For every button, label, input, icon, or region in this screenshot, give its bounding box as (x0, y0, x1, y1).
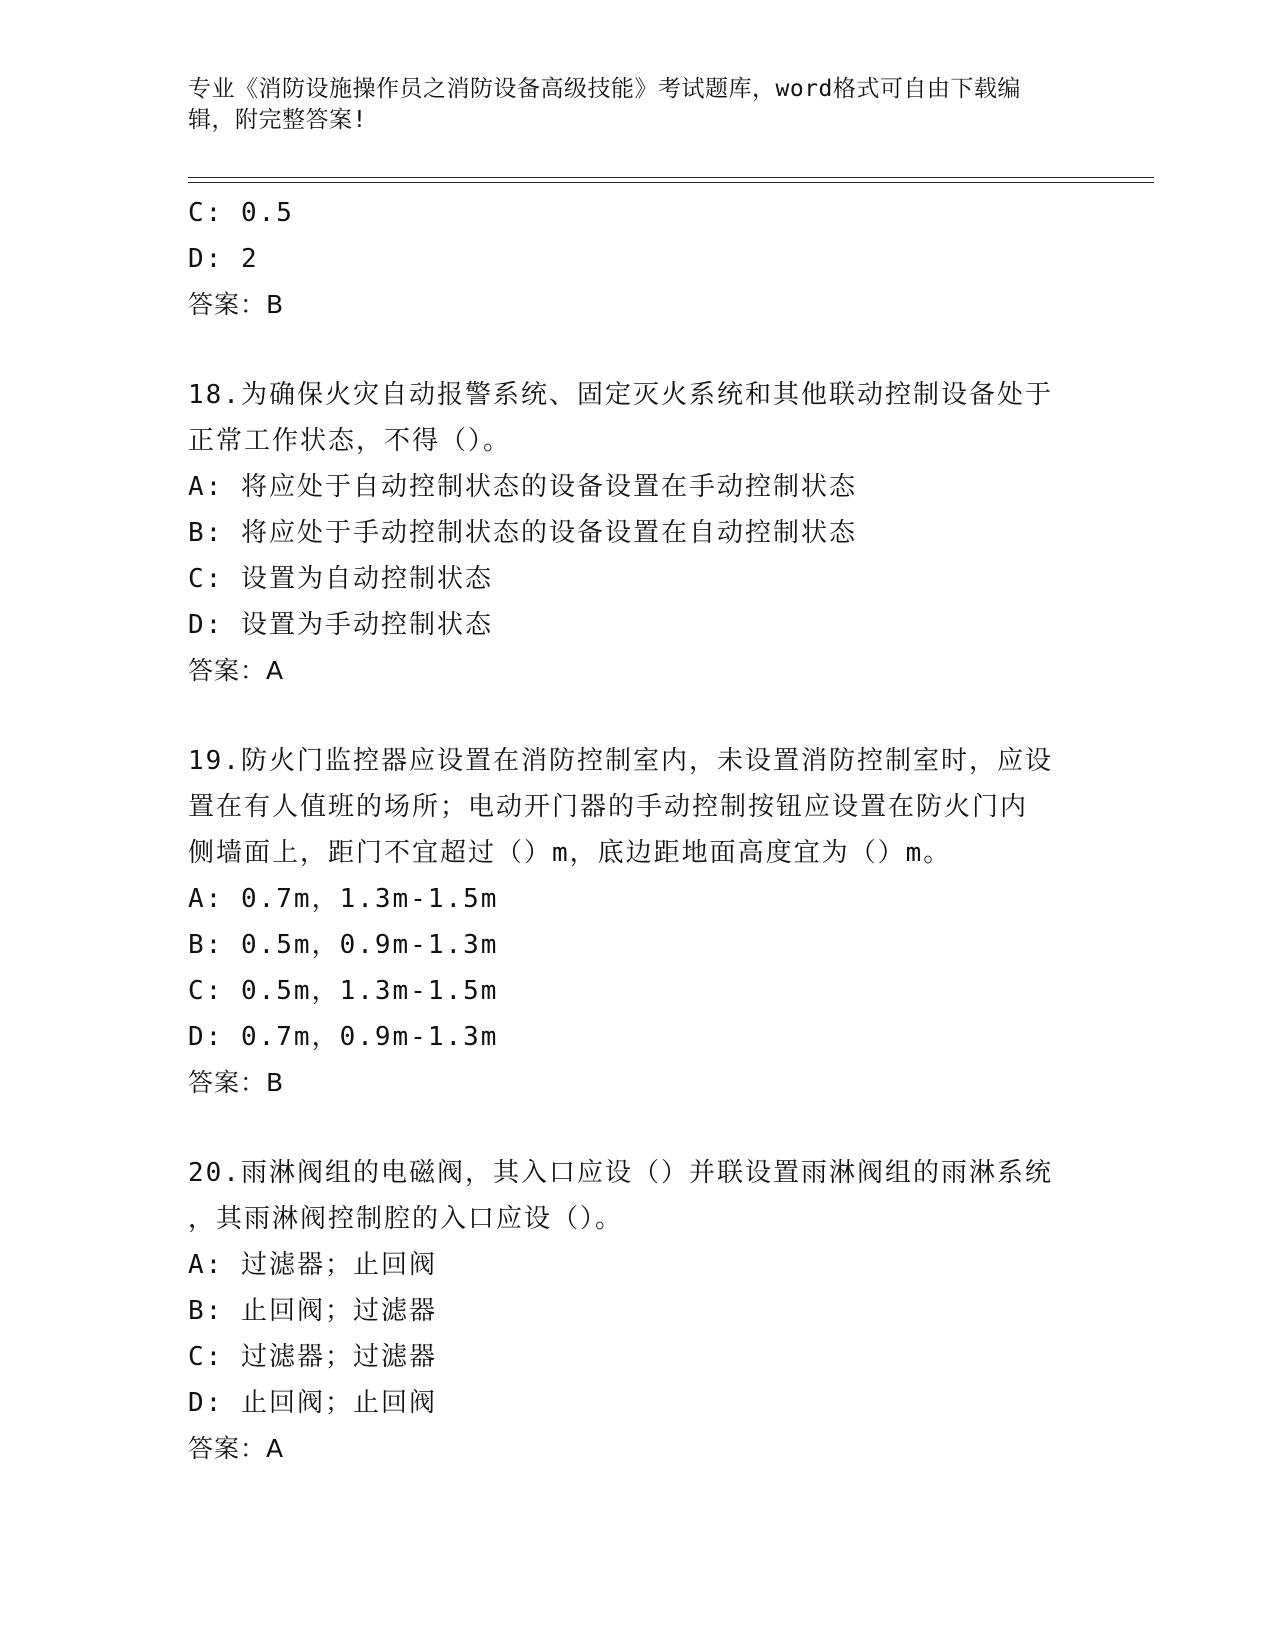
option-b: B: 将应处于手动控制状态的设备设置在自动控制状态 (188, 518, 857, 548)
answer-line: 答案：A (188, 1434, 285, 1463)
option-a: A: 将应处于自动控制状态的设备设置在手动控制状态 (188, 472, 857, 502)
question-gap (188, 328, 1088, 372)
question-stem-line: 侧墙面上，距门不宜超过（）m，底边距地面高度宜为（）m。 (188, 838, 952, 868)
option-a: A: 过滤器；止回阀 (188, 1250, 437, 1280)
option-a: A: 0.7m，1.3m-1.5m (188, 884, 499, 914)
question-stem-line: ，其雨淋阀控制腔的入口应设（）。 (188, 1204, 624, 1234)
question-gap (188, 694, 1088, 738)
question-fragment (188, 190, 1088, 328)
question-19 (188, 738, 1088, 1106)
header-divider-bottom (188, 182, 1154, 183)
option-c: C: 设置为自动控制状态 (188, 564, 493, 594)
option-b: B: 止回阀；过滤器 (188, 1296, 437, 1326)
option-d: D: 0.7m，0.9m-1.3m (188, 1022, 499, 1052)
option-c: C: 0.5 (188, 198, 294, 228)
question-stem-line: 20.雨淋阀组的电磁阀，其入口应设（）并联设置雨淋阀组的雨淋系统 (188, 1158, 1053, 1188)
question-20 (188, 1150, 1088, 1472)
question-stem-line: 置在有人值班的场所；电动开门器的手动控制按钮应设置在防火门内 (188, 792, 1029, 822)
question-stem-line: 正常工作状态，不得（）。 (188, 426, 512, 456)
option-c: C: 0.5m，1.3m-1.5m (188, 976, 499, 1006)
question-gap (188, 1106, 1088, 1150)
header-line-1: 专业《消防设施操作员之消防设备高级技能》考试题库，word格式可自由下载编 (188, 76, 1021, 102)
question-stem-line: 18.为确保火灾自动报警系统、固定灭火系统和其他联动控制设备处于 (188, 380, 1053, 410)
option-d: D: 止回阀；止回阀 (188, 1388, 437, 1418)
option-d: D: 2 (188, 244, 259, 274)
answer-line: 答案：A (188, 656, 285, 685)
header-line-2: 辑，附完整答案! (188, 107, 367, 133)
question-stem-line: 19.防火门监控器应设置在消防控制室内，未设置消防控制室时，应设 (188, 746, 1053, 776)
question-content (188, 190, 1088, 1472)
answer-line: 答案：B (188, 290, 285, 319)
option-c: C: 过滤器；过滤器 (188, 1342, 437, 1372)
header-divider-top (188, 177, 1154, 178)
document-header (188, 74, 1088, 136)
answer-line: 答案：B (188, 1068, 285, 1097)
option-d: D: 设置为手动控制状态 (188, 610, 493, 640)
option-b: B: 0.5m，0.9m-1.3m (188, 930, 499, 960)
question-18 (188, 372, 1088, 694)
